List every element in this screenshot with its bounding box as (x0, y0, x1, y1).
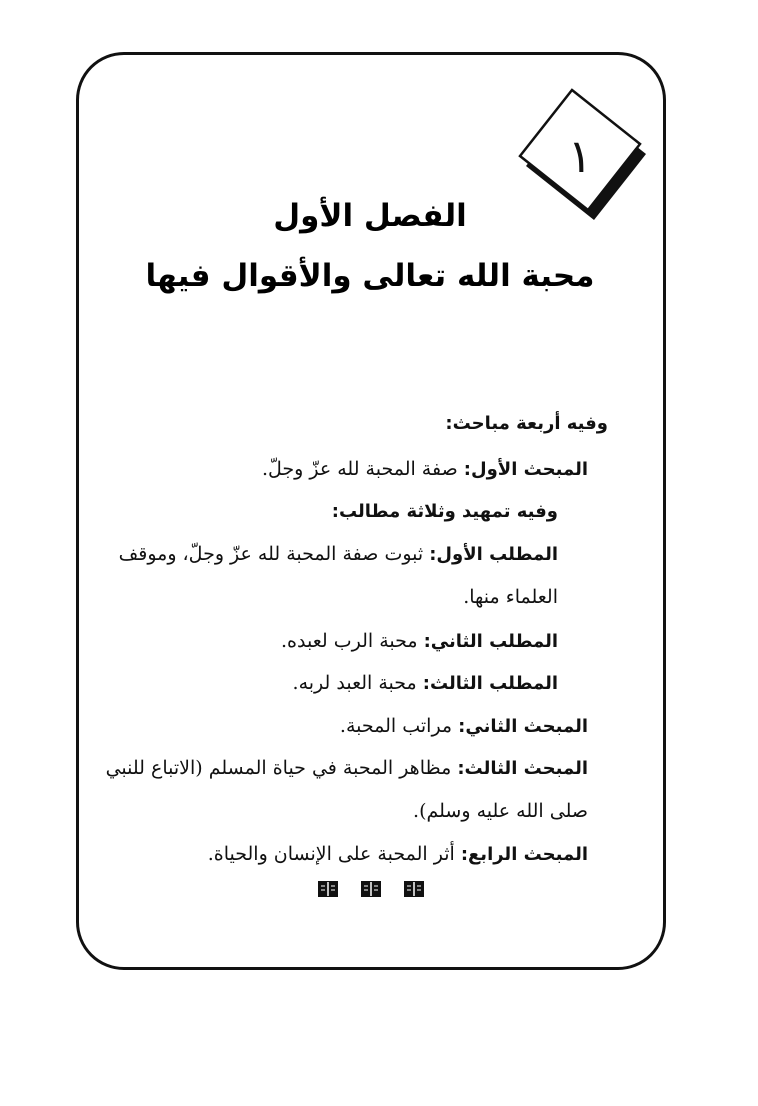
chapter-subtitle: محبة الله تعالى والأقوال فيها (145, 258, 595, 294)
toc-subsection-2: المطلب الثاني: محبة الرب لعبده. (281, 630, 558, 652)
book-ornament-icon (318, 881, 338, 897)
toc-intro: وفيه أربعة مباحث: (445, 413, 608, 434)
book-ornament-icon (361, 881, 381, 897)
toc-section-2: المبحث الثاني: مراتب المحبة. (339, 715, 588, 737)
toc-section-3-cont: صلى الله عليه وسلم). (413, 800, 588, 822)
chapter-number: ١ (567, 129, 593, 183)
toc-section-4: المبحث الرابع: أثر المحبة على الإنسان والحياة. (207, 843, 588, 865)
book-ornament-icon (404, 881, 424, 897)
closing-ornaments (0, 878, 758, 902)
toc-subsection-1: المطلب الأول: ثبوت صفة المحبة لله عزّ وجلّ، وموقف (118, 543, 558, 565)
toc-subsection-1-cont: العلماء منها. (463, 586, 558, 608)
toc-section-1: المبحث الأول: صفة المحبة لله عزّ وجلّ. (261, 458, 588, 480)
toc-subsection-3: المطلب الثالث: محبة العبد لربه. (292, 672, 558, 694)
toc-section-3: المبحث الثالث: مظاهر المحبة في حياة المسلم (الاتباع للنبي (105, 757, 588, 779)
chapter-title: الفصل الأول (273, 198, 467, 234)
toc-sub-intro: وفيه تمهيد وثلاثة مطالب: (331, 501, 558, 522)
